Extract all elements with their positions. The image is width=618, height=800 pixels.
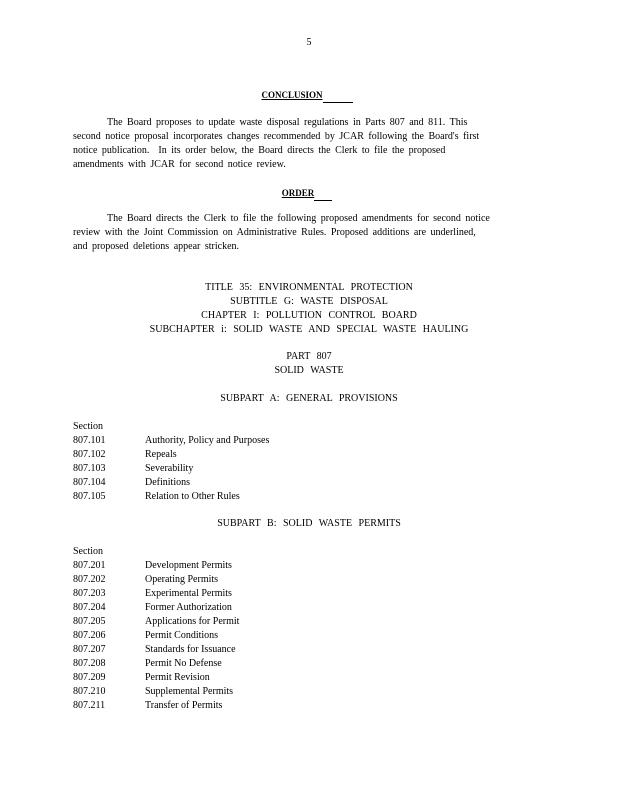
section-title: Authority, Policy and Purposes [145, 435, 270, 446]
subtitle-line: SUBTITLE G: WASTE DISPOSAL [230, 296, 388, 307]
section-label: Section [73, 421, 103, 432]
part-number: PART 807 [286, 351, 332, 362]
conclusion-line-1: The Board proposes to update waste disposal regulations in Parts 807 and 811. This [107, 117, 468, 128]
section-title: Permit Revision [145, 672, 210, 683]
conclusion-line-2: second notice proposal incorporates changes recommended by JCAR following the Board's first [73, 131, 480, 142]
section-number: 807.103 [73, 463, 106, 474]
section-title: Transfer of Permits [145, 700, 223, 711]
order-heading-text: ORDER [281, 188, 315, 198]
section-title: Experimental Permits [145, 588, 232, 599]
order-line-3: and proposed deletions appear stricken. [73, 241, 240, 252]
section-number: 807.102 [73, 449, 106, 460]
subchapter-line: SUBCHAPTER i: SOLID WASTE AND SPECIAL WASTE HAULING [149, 324, 469, 335]
section-number: 807.206 [73, 630, 106, 641]
section-number: 807.202 [73, 574, 106, 585]
subpart-a-heading: SUBPART A: GENERAL PROVISIONS [220, 393, 398, 404]
section-title: Permit Conditions [145, 630, 219, 641]
section-title: Development Permits [145, 560, 232, 571]
heading-underline [323, 88, 353, 103]
section-title: Repeals [145, 449, 177, 460]
conclusion-line-3: notice publication. In its order below, the Board directs the Clerk to file the proposed [73, 145, 446, 156]
order-heading [0, 186, 616, 201]
section-title: Applications for Permit [145, 616, 240, 627]
section-number: 807.201 [73, 560, 106, 571]
section-title: Operating Permits [145, 574, 219, 585]
part-name: SOLID WASTE [274, 365, 344, 376]
section-title: Definitions [145, 477, 190, 488]
section-number: 807.210 [73, 686, 106, 697]
subpart-b-heading: SUBPART B: SOLID WASTE PERMITS [217, 518, 401, 529]
conclusion-heading [0, 88, 616, 103]
section-number: 807.209 [73, 672, 106, 683]
section-title: Supplemental Permits [145, 686, 234, 697]
section-number: 807.101 [73, 435, 106, 446]
heading-underline [314, 186, 332, 201]
section-number: 807.104 [73, 477, 106, 488]
section-number: 807.203 [73, 588, 106, 599]
conclusion-line-4: amendments with JCAR for second notice review. [73, 159, 286, 170]
section-label: Section [73, 546, 103, 557]
section-number: 807.105 [73, 491, 106, 502]
section-title: Severability [145, 463, 194, 474]
order-line-2: review with the Joint Commission on Administrative Rules. Proposed additions are underlined, [73, 227, 476, 238]
section-number: 807.208 [73, 658, 106, 669]
section-title: Former Authorization [145, 602, 232, 613]
chapter-line: CHAPTER I: POLLUTION CONTROL BOARD [201, 310, 417, 321]
page-number: 5 [306, 37, 312, 48]
title-line: TITLE 35: ENVIRONMENTAL PROTECTION [205, 282, 413, 293]
section-number: 807.211 [73, 700, 106, 711]
order-line-1: The Board directs the Clerk to file the following proposed amendments for second notice [107, 213, 490, 224]
section-title: Standards for Issuance [145, 644, 236, 655]
section-number: 807.207 [73, 644, 106, 655]
section-title: Relation to Other Rules [145, 491, 240, 502]
section-title: Permit No Defense [145, 658, 222, 669]
section-number: 807.205 [73, 616, 106, 627]
conclusion-heading-text: CONCLUSION [261, 90, 323, 100]
section-number: 807.204 [73, 602, 106, 613]
